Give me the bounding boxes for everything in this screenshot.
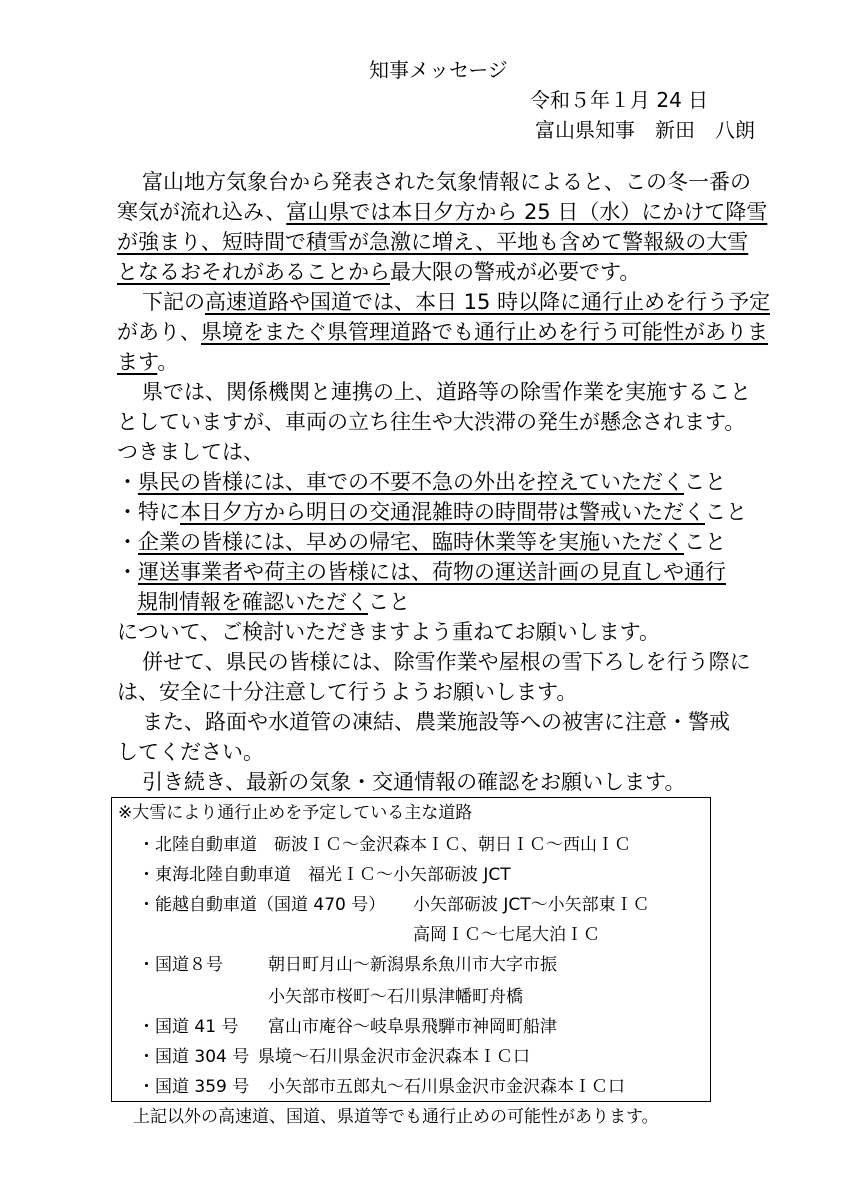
p3-line3: つきましては、 <box>117 440 264 464</box>
p6-line2: してください。 <box>117 740 264 764</box>
p5-line1: 併せて、県民の皆様には、除雪作業や屋根の雪下ろしを行う際に <box>142 650 751 674</box>
road-item-6-name: ・国道 304 号 <box>138 1047 250 1067</box>
page-title: 知事メッセージ <box>369 58 508 82</box>
signature: 富山県知事 新田 八朗 <box>535 118 755 142</box>
road-item-6-section: 県境～石川県金沢市金沢森本ＩＣ口 <box>258 1047 530 1067</box>
p7-line: 引き続き、最新の気象・交通情報の確認をお願いします。 <box>142 770 686 794</box>
p5-line2: は、安全に十分注意して行うようお願いします。 <box>117 680 578 704</box>
date: 令和５年１月 24 日 <box>530 88 709 112</box>
p3-line2: としていますが、車両の立ち往生や大渋滞の発生が懸念されます。 <box>117 410 746 434</box>
bullet-3: ・企業の皆様には、早めの帰宅、臨時休業等を実施いただくこと <box>117 530 726 554</box>
road-item-1: ・北陸自動車道 砺波ＩＣ～金沢森本ＩＣ、朝日ＩＣ～西山ＩＣ <box>138 835 631 855</box>
p3-line1: 県では、関係機関と連携の上、道路等の除雪作業を実施すること <box>142 380 751 404</box>
footer-note: 上記以外の高速道、国道、県道等でも通行止めの可能性があります。 <box>133 1107 659 1127</box>
p4-line: について、ご検討いただきますよう重ねてお願いします。 <box>117 620 660 644</box>
bullet-2: ・特に本日夕方から明日の交通混雑時の時間帯は警戒いただくこと <box>117 500 747 524</box>
p6-line1: また、路面や水道管の凍結、農業施設等への被害に注意・警戒 <box>142 710 730 734</box>
p2-line2: があり、県境をまたぐ県管理道路でも通行止めを行う可能性がありま <box>117 320 768 344</box>
p1-line4: となるおそれがあることから最大限の警戒が必要です。 <box>117 260 641 284</box>
road-item-3-section-1: 小矢部砺波 JCT～小矢部東ＩＣ <box>413 895 650 915</box>
road-item-5-name: ・国道 41 号 <box>138 1017 239 1037</box>
bullet-4-cont: 規制情報を確認いただくこと <box>137 590 410 614</box>
road-item-7-section: 小矢部市五郎丸～石川県金沢市金沢森本ＩＣ口 <box>268 1077 625 1097</box>
road-item-4-name: ・国道８号 <box>138 955 223 975</box>
road-item-7-name: ・国道 359 号 <box>138 1077 250 1097</box>
road-item-3-section-2: 高岡ＩＣ～七尾大泊ＩＣ <box>413 925 600 945</box>
p2-line3: ます。 <box>117 350 179 374</box>
p1-line2: 寒気が流れ込み、富山県では本日夕方から 25 日（水）にかけて降雪 <box>117 200 768 224</box>
road-item-2: ・東海北陸自動車道 福光ＩＣ～小矢部砺波 JCT <box>138 865 511 885</box>
bullet-4: ・運送事業者や荷主の皆様には、荷物の運送計画の見直しや通行 <box>117 560 726 584</box>
road-item-4-section-2: 小矢部市桜町～石川県津幡町舟橋 <box>268 987 523 1007</box>
road-item-4-section-1: 朝日町月山～新潟県糸魚川市大字市振 <box>268 955 557 975</box>
bullet-1: ・県民の皆様には、車での不要不急の外出を控えていただくこと <box>117 470 726 494</box>
road-item-5-section: 富山市庵谷～岐阜県飛騨市神岡町船津 <box>268 1017 557 1037</box>
road-item-3-name: ・能越自動車道（国道 470 号） <box>138 895 386 915</box>
p1-line3: が強まり、短時間で積雪が急激に増え、平地も含めて警報級の大雪 <box>117 230 749 254</box>
road-box-heading: ※大雪により通行止めを予定している主な道路 <box>118 803 473 823</box>
p1-line1: 富山地方気象台から発表された気象情報によると、この冬一番の <box>142 170 751 194</box>
p2-line1: 下記の高速道路や国道では、本日 15 時以降に通行止めを行う予定 <box>142 290 771 314</box>
